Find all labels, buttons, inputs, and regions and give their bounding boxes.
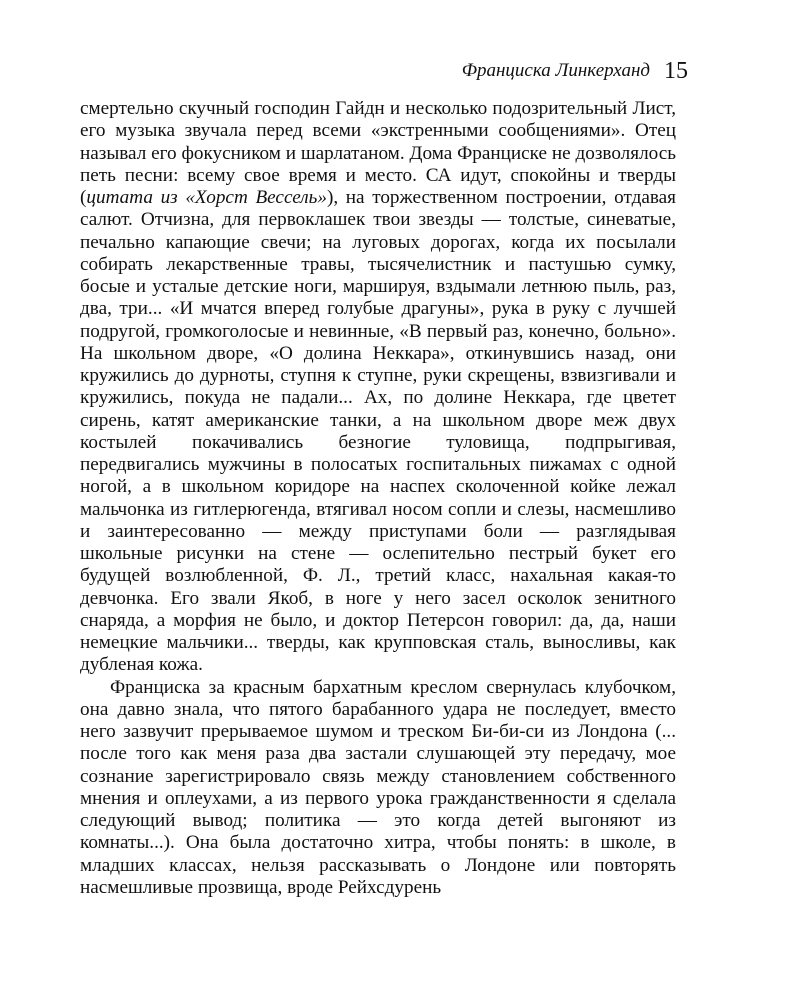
paragraph-1-text-start: смертельно скучный господин Гайдн и несколько подозрительный Лист, его музыка звучала перед всеми «экстренными сообщениями». Отец называл его фокусником и шарлатаном. Дома Франциске не дозволялось петь песни: всему свое время и место. СА идут, спокойны и тверды ( [80,98,676,208]
italic-citation: цитата из «Хорст Вессель» [86,187,327,208]
page-number: 15 [664,58,688,84]
running-header [462,58,688,85]
paragraph-1-text-end: ), на торжественном построении, отдавая салют. Отчизна, для первоклашек твои звезды — толстые, синеватые, печально капающие свечи; на луговых дорогах, когда их посылали собирать лекарственные травы, тысячелистник и пастушью сумку, босые и усталые детские ноги, маршируя, вздымали летнюю пыль, раз, два, три... «И мчатся вперед голубые драгуны», рука в руку с лучшей подругой, громкоголосые и невинные, «В первый раз, конечно, больно». На школьном дворе, «О долина Неккара», откинувшись назад, они кружились до дурноты, ступня к ступне, руки скрещены, взвизгивали и кружились, покуда не падали... Ах, по долине Неккара, где цветет сирень, катят американские танки, а на школьном дворе меж двух костылей покачивались безногие туловища, подпрыгивая, передвигались мужчины в полосатых госпитальных пижамах с одной ногой, а в школьном коридоре на наспех сколоченной койке лежал мальчонка из гитлерюгенда, втягивал носом сопли и слезы, насмешливо и заинтересованно — между приступами боли — разглядывая школьные рисунки на стене — ослепительно пестрый букет его будущей возлюбленной, Ф. Л., третий класс, нахальная какая-то девчонка. Его звали Якоб, в ноге у него засел осколок зенитного снаряда, а морфия не было, и доктор Петерсон говорил: да, да, наши немецкие мальчики... тверды, как крупповская сталь, выносливы, как дубленая кожа. [80,187,677,676]
paragraph-1 [80,98,676,677]
header-author: Франциска Линкерханд [461,60,650,81]
paragraph-2: Франциска за красным бархатным креслом свернулась клубочком, она давно знала, что пятого барабанного удара не последует, вместо него зазвучит прерываемое шумом и треском Би-би-си из Лондона (... после того как меня раза два застали слушающей эту передачу, мое сознание зарегистрировало связь между становлением собственного мнения и оплеухами, а из первого урока гражданственности я сделала следующий вывод; политика — это когда детей выгоняют из комнаты...). Она была достаточно хитра, чтобы понять: в школе, в младших классах, нельзя рассказывать о Лондоне или повторять насмешливые прозвища, вроде Рейхсдурень [80,676,676,898]
body-text [80,98,676,899]
